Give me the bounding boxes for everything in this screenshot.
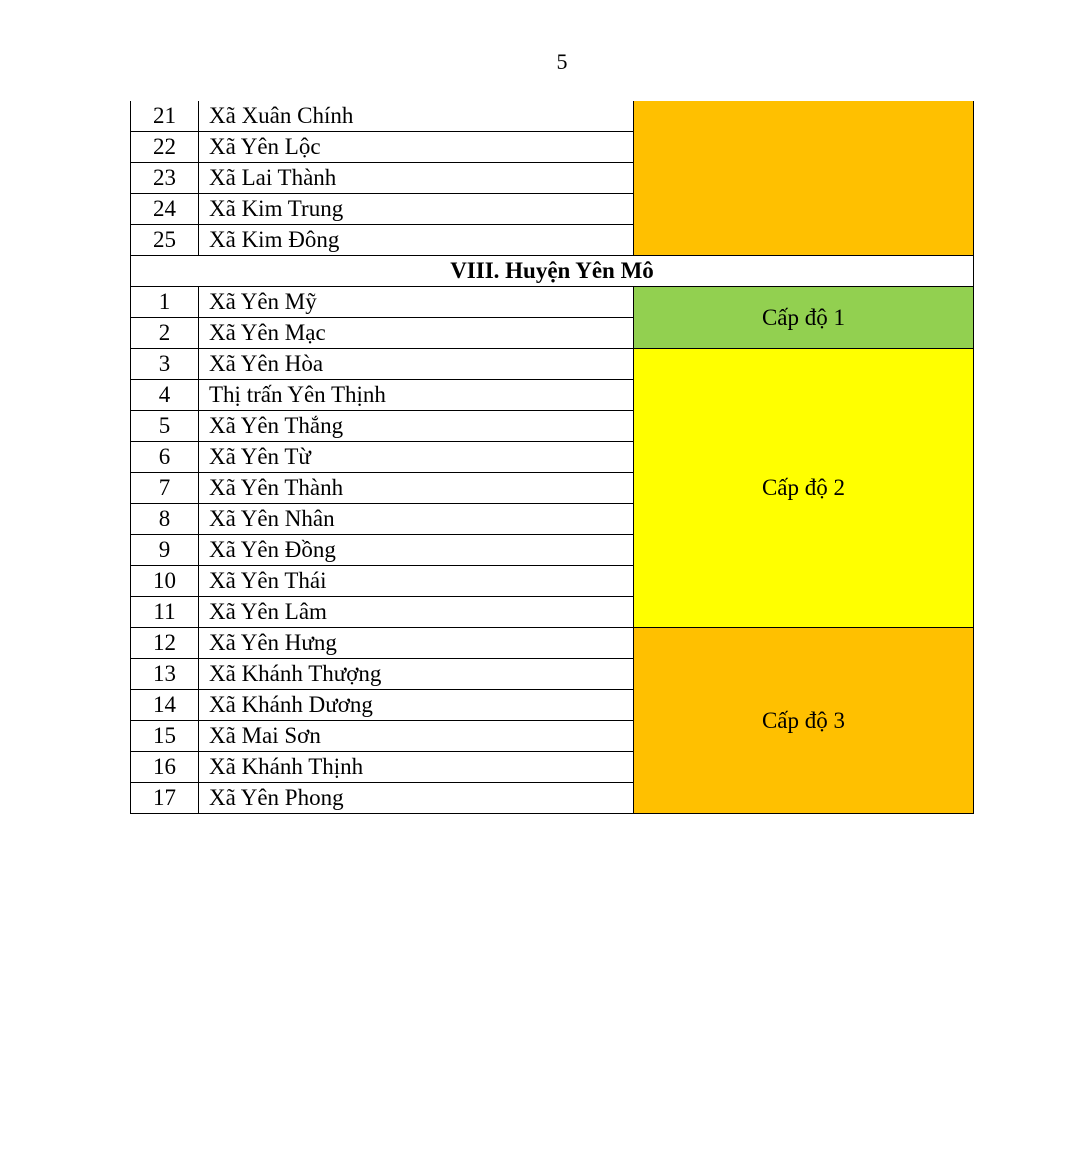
row-number: 23 bbox=[131, 163, 199, 194]
row-number: 7 bbox=[131, 473, 199, 504]
row-number: 15 bbox=[131, 721, 199, 752]
level-1-cell: Cấp độ 1 bbox=[634, 287, 974, 349]
row-number: 17 bbox=[131, 783, 199, 814]
commune-name: Xã Kim Trung bbox=[199, 194, 634, 225]
commune-name: Xã Yên Thắng bbox=[199, 411, 634, 442]
table-row bbox=[131, 349, 974, 380]
commune-name: Xã Xuân Chính bbox=[199, 101, 634, 132]
table-row bbox=[131, 287, 974, 318]
commune-name: Xã Mai Sơn bbox=[199, 721, 634, 752]
commune-name: Xã Yên Phong bbox=[199, 783, 634, 814]
row-number: 21 bbox=[131, 101, 199, 132]
row-number: 10 bbox=[131, 566, 199, 597]
commune-name: Xã Lai Thành bbox=[199, 163, 634, 194]
row-number: 5 bbox=[131, 411, 199, 442]
commune-name: Xã Yên Nhân bbox=[199, 504, 634, 535]
row-number: 4 bbox=[131, 380, 199, 411]
row-number: 13 bbox=[131, 659, 199, 690]
commune-name: Xã Yên Mạc bbox=[199, 318, 634, 349]
row-number: 9 bbox=[131, 535, 199, 566]
commune-level-table bbox=[130, 101, 974, 814]
commune-name: Xã Yên Từ bbox=[199, 442, 634, 473]
section-header-row bbox=[131, 256, 974, 287]
commune-name: Xã Yên Thành bbox=[199, 473, 634, 504]
commune-name: Xã Khánh Thượng bbox=[199, 659, 634, 690]
level-cell-continued bbox=[634, 101, 974, 256]
row-number: 2 bbox=[131, 318, 199, 349]
commune-name: Xã Khánh Thịnh bbox=[199, 752, 634, 783]
row-number: 14 bbox=[131, 690, 199, 721]
section-title: VIII. Huyện Yên Mô bbox=[131, 256, 974, 287]
row-number: 24 bbox=[131, 194, 199, 225]
level-3-cell: Cấp độ 3 bbox=[634, 628, 974, 814]
commune-name: Xã Yên Lâm bbox=[199, 597, 634, 628]
commune-name: Xã Yên Mỹ bbox=[199, 287, 634, 318]
commune-name: Xã Yên Hòa bbox=[199, 349, 634, 380]
commune-name: Xã Kim Đông bbox=[199, 225, 634, 256]
row-number: 25 bbox=[131, 225, 199, 256]
row-number: 11 bbox=[131, 597, 199, 628]
row-number: 6 bbox=[131, 442, 199, 473]
row-number: 16 bbox=[131, 752, 199, 783]
level-2-cell: Cấp độ 2 bbox=[634, 349, 974, 628]
row-number: 22 bbox=[131, 132, 199, 163]
row-number: 12 bbox=[131, 628, 199, 659]
page-number: 5 bbox=[556, 49, 568, 74]
row-number: 1 bbox=[131, 287, 199, 318]
commune-name: Xã Yên Thái bbox=[199, 566, 634, 597]
commune-name: Xã Khánh Dương bbox=[199, 690, 634, 721]
row-number: 8 bbox=[131, 504, 199, 535]
table-row bbox=[131, 628, 974, 659]
commune-name: Thị trấn Yên Thịnh bbox=[199, 380, 634, 411]
table-row bbox=[131, 101, 974, 132]
commune-name: Xã Yên Hưng bbox=[199, 628, 634, 659]
commune-name: Xã Yên Đồng bbox=[199, 535, 634, 566]
commune-name: Xã Yên Lộc bbox=[199, 132, 634, 163]
row-number: 3 bbox=[131, 349, 199, 380]
